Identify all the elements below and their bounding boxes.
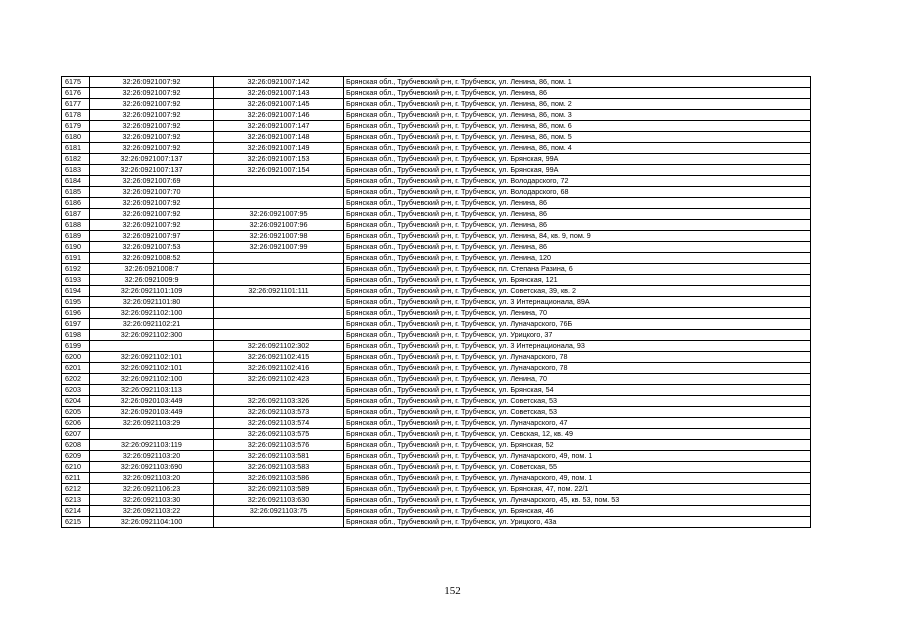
cadastral-number-cell: 32:26:0921007:92 <box>90 88 214 99</box>
row-number-cell: 6204 <box>62 396 90 407</box>
cadastral-number-cell: 32:26:0921008:7 <box>90 264 214 275</box>
object-cadastral-number-cell: 32:26:0921103:75 <box>214 506 344 517</box>
table-row <box>62 330 811 341</box>
row-number-cell: 6209 <box>62 451 90 462</box>
row-number-cell: 6180 <box>62 132 90 143</box>
row-number-cell: 6190 <box>62 242 90 253</box>
address-cell: Брянская обл., Трубчевский р-н, г. Трубчевск, ул. Ленина, 86 <box>344 220 811 231</box>
table-row <box>62 132 811 143</box>
cadastral-number-cell: 32:26:0921103:690 <box>90 462 214 473</box>
object-cadastral-number-cell <box>214 198 344 209</box>
cadastral-number-cell: 32:26:0921104:100 <box>90 517 214 528</box>
cadastral-number-cell: 32:26:0921009:9 <box>90 275 214 286</box>
registry-table-body <box>62 77 811 528</box>
object-cadastral-number-cell: 32:26:0921007:143 <box>214 88 344 99</box>
address-cell: Брянская обл., Трубчевский р-н, г. Трубчевск, ул. Ленина, 120 <box>344 253 811 264</box>
table-row <box>62 275 811 286</box>
object-cadastral-number-cell: 32:26:0921102:423 <box>214 374 344 385</box>
row-number-cell: 6211 <box>62 473 90 484</box>
object-cadastral-number-cell: 32:26:0921007:146 <box>214 110 344 121</box>
address-cell: Брянская обл., Трубчевский р-н, г. Трубчевск, ул. Ленина, 86 <box>344 198 811 209</box>
row-number-cell: 6208 <box>62 440 90 451</box>
row-number-cell: 6202 <box>62 374 90 385</box>
cadastral-number-cell: 32:26:0921007:92 <box>90 220 214 231</box>
table-row <box>62 209 811 220</box>
table-row <box>62 286 811 297</box>
object-cadastral-number-cell: 32:26:0921103:574 <box>214 418 344 429</box>
address-cell: Брянская обл., Трубчевский р-н, г. Трубчевск, ул. 3 Интернационала, 89А <box>344 297 811 308</box>
cadastral-number-cell: 32:26:0921101:109 <box>90 286 214 297</box>
cadastral-number-cell: 32:26:0921007:137 <box>90 154 214 165</box>
object-cadastral-number-cell: 32:26:0921007:98 <box>214 231 344 242</box>
cadastral-number-cell: 32:26:0921103:119 <box>90 440 214 451</box>
row-number-cell: 6200 <box>62 352 90 363</box>
object-cadastral-number-cell <box>214 264 344 275</box>
table-row <box>62 484 811 495</box>
cadastral-number-cell: 32:26:0921007:70 <box>90 187 214 198</box>
cadastral-number-cell: 32:26:0921007:97 <box>90 231 214 242</box>
row-number-cell: 6187 <box>62 209 90 220</box>
table-row <box>62 374 811 385</box>
address-cell: Брянская обл., Трубчевский р-н, г. Трубчевск, ул. Советская, 55 <box>344 462 811 473</box>
cadastral-number-cell: 32:26:0921008:52 <box>90 253 214 264</box>
object-cadastral-number-cell: 32:26:0921103:583 <box>214 462 344 473</box>
cadastral-number-cell: 32:26:0921007:92 <box>90 198 214 209</box>
object-cadastral-number-cell <box>214 297 344 308</box>
table-row <box>62 154 811 165</box>
object-cadastral-number-cell: 32:26:0921007:99 <box>214 242 344 253</box>
cadastral-number-cell: 32:26:0921007:53 <box>90 242 214 253</box>
table-row <box>62 220 811 231</box>
table-row <box>62 385 811 396</box>
address-cell: Брянская обл., Трубчевский р-н, г. Трубчевск, ул. Луначарского, 49, пом. 1 <box>344 473 811 484</box>
cadastral-number-cell: 32:26:0921102:101 <box>90 363 214 374</box>
object-cadastral-number-cell: 32:26:0921007:153 <box>214 154 344 165</box>
row-number-cell: 6212 <box>62 484 90 495</box>
object-cadastral-number-cell: 32:26:0921007:95 <box>214 209 344 220</box>
table-row <box>62 297 811 308</box>
cadastral-number-cell: 32:26:0921102:101 <box>90 352 214 363</box>
row-number-cell: 6207 <box>62 429 90 440</box>
row-number-cell: 6195 <box>62 297 90 308</box>
property-registry-table <box>61 76 811 528</box>
object-cadastral-number-cell: 32:26:0921007:145 <box>214 99 344 110</box>
object-cadastral-number-cell <box>214 275 344 286</box>
cadastral-number-cell: 32:26:0921106:23 <box>90 484 214 495</box>
address-cell: Брянская обл., Трубчевский р-н, г. Трубчевск, ул. Ленина, 70 <box>344 374 811 385</box>
row-number-cell: 6197 <box>62 319 90 330</box>
address-cell: Брянская обл., Трубчевский р-н, г. Трубчевск, ул. Луначарского, 76Б <box>344 319 811 330</box>
object-cadastral-number-cell: 32:26:0921103:573 <box>214 407 344 418</box>
object-cadastral-number-cell <box>214 517 344 528</box>
object-cadastral-number-cell: 32:26:0921103:589 <box>214 484 344 495</box>
cadastral-number-cell: 32:26:0920103:449 <box>90 396 214 407</box>
cadastral-number-cell: 32:26:0921103:113 <box>90 385 214 396</box>
table-row <box>62 429 811 440</box>
address-cell: Брянская обл., Трубчевский р-н, г. Трубчевск, ул. Луначарского, 78 <box>344 352 811 363</box>
cadastral-number-cell: 32:26:0921102:21 <box>90 319 214 330</box>
cadastral-number-cell: 32:26:0921103:20 <box>90 451 214 462</box>
table-row <box>62 264 811 275</box>
object-cadastral-number-cell: 32:26:0921103:630 <box>214 495 344 506</box>
object-cadastral-number-cell: 32:26:0921102:416 <box>214 363 344 374</box>
object-cadastral-number-cell <box>214 176 344 187</box>
row-number-cell: 6185 <box>62 187 90 198</box>
address-cell: Брянская обл., Трубчевский р-н, г. Трубчевск, ул. Советская, 39, кв. 2 <box>344 286 811 297</box>
table-row <box>62 143 811 154</box>
table-row <box>62 352 811 363</box>
address-cell: Брянская обл., Трубчевский р-н, г. Трубчевск, ул. Советская, 53 <box>344 407 811 418</box>
row-number-cell: 6205 <box>62 407 90 418</box>
table-row <box>62 242 811 253</box>
address-cell: Брянская обл., Трубчевский р-н, г. Трубчевск, ул. Урицкого, 37 <box>344 330 811 341</box>
row-number-cell: 6210 <box>62 462 90 473</box>
address-cell: Брянская обл., Трубчевский р-н, г. Трубчевск, ул. Брянская, 99А <box>344 154 811 165</box>
object-cadastral-number-cell: 32:26:0921103:575 <box>214 429 344 440</box>
address-cell: Брянская обл., Трубчевский р-н, г. Трубчевск, ул. Брянская, 121 <box>344 275 811 286</box>
address-cell: Брянская обл., Трубчевский р-н, г. Трубчевск, ул. Луначарского, 45, кв. 53, пом. 53 <box>344 495 811 506</box>
address-cell: Брянская обл., Трубчевский р-н, г. Трубчевск, ул. Ленина, 86, пом. 4 <box>344 143 811 154</box>
address-cell: Брянская обл., Трубчевский р-н, г. Трубчевск, ул. Брянская, 46 <box>344 506 811 517</box>
object-cadastral-number-cell <box>214 308 344 319</box>
address-cell: Брянская обл., Трубчевский р-н, г. Трубчевск, ул. Брянская, 99А <box>344 165 811 176</box>
table-row <box>62 110 811 121</box>
address-cell: Брянская обл., Трубчевский р-н, г. Трубчевск, ул. Ленина, 70 <box>344 308 811 319</box>
row-number-cell: 6192 <box>62 264 90 275</box>
object-cadastral-number-cell <box>214 385 344 396</box>
object-cadastral-number-cell: 32:26:0921007:148 <box>214 132 344 143</box>
row-number-cell: 6199 <box>62 341 90 352</box>
address-cell: Брянская обл., Трубчевский р-н, г. Трубчевск, пл. Степана Разина, 6 <box>344 264 811 275</box>
cadastral-number-cell: 32:26:0921007:92 <box>90 209 214 220</box>
object-cadastral-number-cell: 32:26:0921007:147 <box>214 121 344 132</box>
row-number-cell: 6176 <box>62 88 90 99</box>
address-cell: Брянская обл., Трубчевский р-н, г. Трубчевск, ул. Ленина, 86, пом. 1 <box>344 77 811 88</box>
address-cell: Брянская обл., Трубчевский р-н, г. Трубчевск, ул. Ленина, 86, пом. 3 <box>344 110 811 121</box>
address-cell: Брянская обл., Трубчевский р-н, г. Трубчевск, ул. Ленина, 86, пом. 6 <box>344 121 811 132</box>
address-cell: Брянская обл., Трубчевский р-н, г. Трубчевск, ул. Луначарского, 47 <box>344 418 811 429</box>
row-number-cell: 6213 <box>62 495 90 506</box>
table-row <box>62 407 811 418</box>
table-row <box>62 77 811 88</box>
address-cell: Брянская обл., Трубчевский р-н, г. Трубчевск, ул. Володарского, 68 <box>344 187 811 198</box>
table-row <box>62 165 811 176</box>
cadastral-number-cell: 32:26:0921103:22 <box>90 506 214 517</box>
table-row <box>62 99 811 110</box>
object-cadastral-number-cell: 32:26:0921007:96 <box>214 220 344 231</box>
table-row <box>62 517 811 528</box>
table-row <box>62 418 811 429</box>
table-row <box>62 198 811 209</box>
row-number-cell: 6214 <box>62 506 90 517</box>
table-row <box>62 121 811 132</box>
cadastral-number-cell: 32:26:0921102:100 <box>90 308 214 319</box>
address-cell: Брянская обл., Трубчевский р-н, г. Трубчевск, ул. Ленина, 84, кв. 9, пом. 9 <box>344 231 811 242</box>
object-cadastral-number-cell: 32:26:0921007:142 <box>214 77 344 88</box>
row-number-cell: 6181 <box>62 143 90 154</box>
row-number-cell: 6194 <box>62 286 90 297</box>
row-number-cell: 6206 <box>62 418 90 429</box>
cadastral-number-cell: 32:26:0921103:29 <box>90 418 214 429</box>
object-cadastral-number-cell <box>214 319 344 330</box>
table-row <box>62 440 811 451</box>
address-cell: Брянская обл., Трубчевский р-н, г. Трубчевск, ул. Ленина, 86 <box>344 209 811 220</box>
object-cadastral-number-cell: 32:26:0921103:326 <box>214 396 344 407</box>
address-cell: Брянская обл., Трубчевский р-н, г. Трубчевск, ул. Брянская, 47, пом. 22/1 <box>344 484 811 495</box>
address-cell: Брянская обл., Трубчевский р-н, г. Трубчевск, ул. Володарского, 72 <box>344 176 811 187</box>
table-row <box>62 176 811 187</box>
object-cadastral-number-cell <box>214 253 344 264</box>
cadastral-number-cell: 32:26:0921102:300 <box>90 330 214 341</box>
cadastral-number-cell: 32:26:0921007:137 <box>90 165 214 176</box>
row-number-cell: 6186 <box>62 198 90 209</box>
object-cadastral-number-cell: 32:26:0921101:111 <box>214 286 344 297</box>
address-cell: Брянская обл., Трубчевский р-н, г. Трубчевск, ул. Ленина, 86 <box>344 242 811 253</box>
row-number-cell: 6175 <box>62 77 90 88</box>
cadastral-number-cell: 32:26:0921007:92 <box>90 110 214 121</box>
cadastral-number-cell: 32:26:0921007:92 <box>90 132 214 143</box>
address-cell: Брянская обл., Трубчевский р-н, г. Трубчевск, ул. Ленина, 86, пом. 2 <box>344 99 811 110</box>
table-row <box>62 473 811 484</box>
object-cadastral-number-cell: 32:26:0921102:302 <box>214 341 344 352</box>
row-number-cell: 6184 <box>62 176 90 187</box>
cadastral-number-cell <box>90 429 214 440</box>
cadastral-number-cell: 32:26:0921101:80 <box>90 297 214 308</box>
table-row <box>62 341 811 352</box>
row-number-cell: 6179 <box>62 121 90 132</box>
row-number-cell: 6188 <box>62 220 90 231</box>
cadastral-number-cell: 32:26:0921007:92 <box>90 121 214 132</box>
object-cadastral-number-cell <box>214 330 344 341</box>
table-row <box>62 396 811 407</box>
cadastral-number-cell: 32:26:0921103:30 <box>90 495 214 506</box>
table-row <box>62 319 811 330</box>
page-number: 152 <box>444 585 461 597</box>
address-cell: Брянская обл., Трубчевский р-н, г. Трубчевск, ул. 3 Интернационала, 93 <box>344 341 811 352</box>
cadastral-number-cell: 32:26:0921007:92 <box>90 143 214 154</box>
table-row <box>62 451 811 462</box>
address-cell: Брянская обл., Трубчевский р-н, г. Трубчевск, ул. Ленина, 86 <box>344 88 811 99</box>
cadastral-number-cell: 32:26:0920103:449 <box>90 407 214 418</box>
row-number-cell: 6177 <box>62 99 90 110</box>
row-number-cell: 6183 <box>62 165 90 176</box>
table-row <box>62 231 811 242</box>
address-cell: Брянская обл., Трубчевский р-н, г. Трубчевск, ул. Брянская, 54 <box>344 385 811 396</box>
row-number-cell: 6178 <box>62 110 90 121</box>
cadastral-number-cell: 32:26:0921103:20 <box>90 473 214 484</box>
cadastral-number-cell: 32:26:0921007:69 <box>90 176 214 187</box>
table-row <box>62 88 811 99</box>
object-cadastral-number-cell <box>214 187 344 198</box>
row-number-cell: 6191 <box>62 253 90 264</box>
table-row <box>62 462 811 473</box>
address-cell: Брянская обл., Трубчевский р-н, г. Трубчевск, ул. Ленина, 86, пом. 5 <box>344 132 811 143</box>
table-row <box>62 253 811 264</box>
row-number-cell: 6201 <box>62 363 90 374</box>
object-cadastral-number-cell: 32:26:0921103:586 <box>214 473 344 484</box>
table-row <box>62 506 811 517</box>
table-row <box>62 308 811 319</box>
row-number-cell: 6215 <box>62 517 90 528</box>
cadastral-number-cell: 32:26:0921007:92 <box>90 99 214 110</box>
address-cell: Брянская обл., Трубчевский р-н, г. Трубчевск, ул. Советская, 53 <box>344 396 811 407</box>
object-cadastral-number-cell: 32:26:0921103:581 <box>214 451 344 462</box>
address-cell: Брянская обл., Трубчевский р-н, г. Трубчевск, ул. Луначарского, 78 <box>344 363 811 374</box>
cadastral-number-cell <box>90 341 214 352</box>
row-number-cell: 6203 <box>62 385 90 396</box>
object-cadastral-number-cell: 32:26:0921007:154 <box>214 165 344 176</box>
row-number-cell: 6196 <box>62 308 90 319</box>
address-cell: Брянская обл., Трубчевский р-н, г. Трубчевск, ул. Луначарского, 49, пом. 1 <box>344 451 811 462</box>
object-cadastral-number-cell: 32:26:0921007:149 <box>214 143 344 154</box>
row-number-cell: 6182 <box>62 154 90 165</box>
object-cadastral-number-cell: 32:26:0921103:576 <box>214 440 344 451</box>
table-row <box>62 187 811 198</box>
row-number-cell: 6189 <box>62 231 90 242</box>
address-cell: Брянская обл., Трубчевский р-н, г. Трубчевск, ул. Севская, 12, кв. 49 <box>344 429 811 440</box>
address-cell: Брянская обл., Трубчевский р-н, г. Трубчевск, ул. Брянская, 52 <box>344 440 811 451</box>
table-row <box>62 495 811 506</box>
cadastral-number-cell: 32:26:0921102:100 <box>90 374 214 385</box>
row-number-cell: 6193 <box>62 275 90 286</box>
table-row <box>62 363 811 374</box>
address-cell: Брянская обл., Трубчевский р-н, г. Трубчевск, ул. Урицкого, 43а <box>344 517 811 528</box>
object-cadastral-number-cell: 32:26:0921102:415 <box>214 352 344 363</box>
cadastral-number-cell: 32:26:0921007:92 <box>90 77 214 88</box>
row-number-cell: 6198 <box>62 330 90 341</box>
